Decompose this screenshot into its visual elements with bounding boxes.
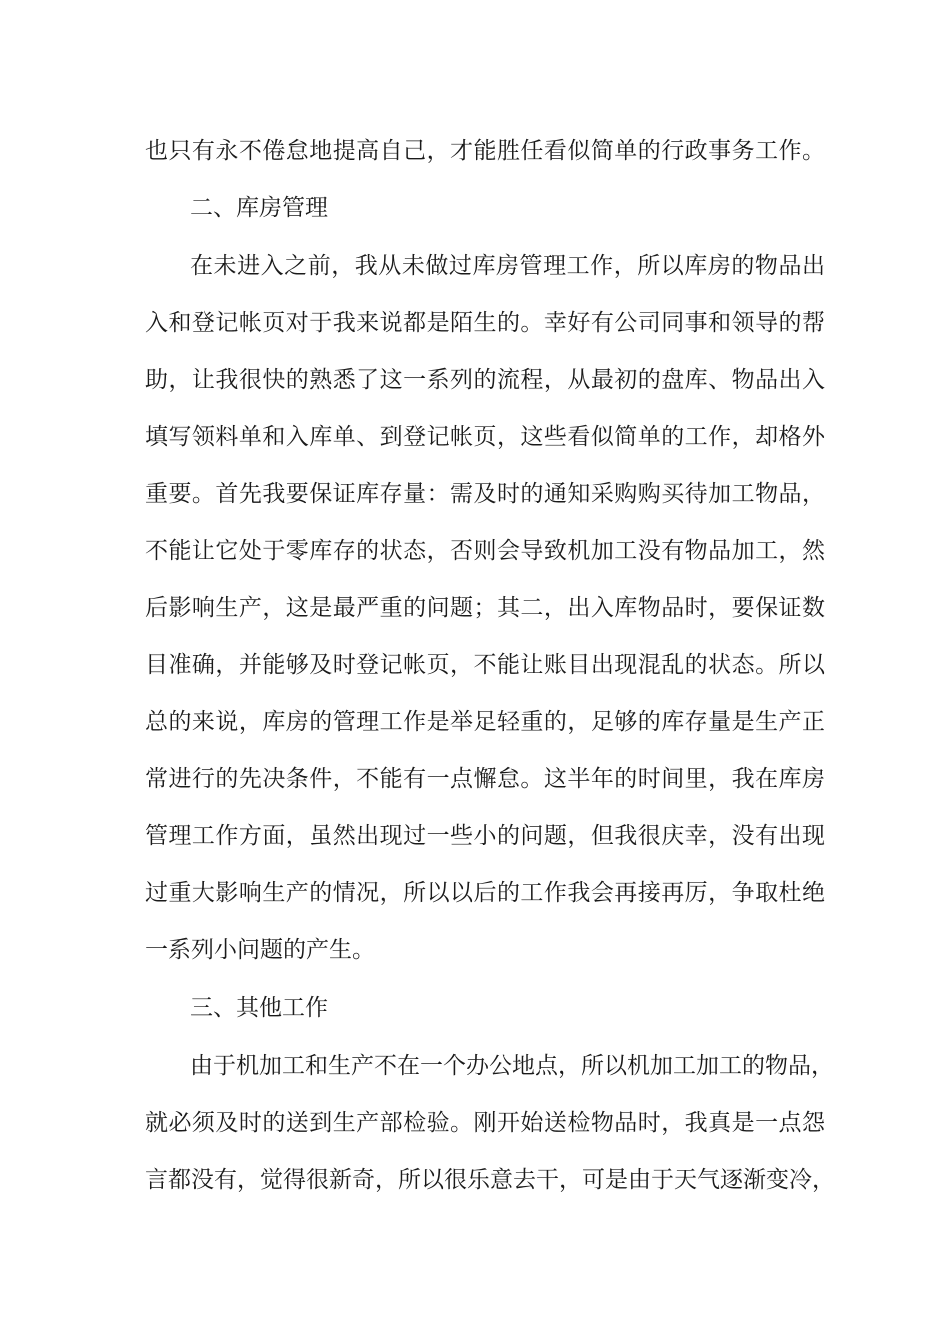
text-line: 入和登记帐页对于我来说都是陌生的。幸好有公司同事和领导的帮 (145, 310, 825, 336)
text-line: 由于机加工和生产不在一个办公地点，所以机加工加工的物品， (190, 1053, 834, 1079)
text-line: 也只有永不倦怠地提高自己，才能胜任看似简单的行政事务工作。 (145, 138, 825, 164)
text-line: 言都没有，觉得很新奇，所以很乐意去干，可是由于天气逐渐变冷， (145, 1167, 835, 1193)
text-line: 常进行的先决条件，不能有一点懈怠。这半年的时间里，我在库房 (145, 766, 825, 792)
text-line: 重要。首先我要保证库存量：需及时的通知采购购买待加工物品， (145, 481, 825, 507)
text-line: 后影响生产，这是最严重的问题；其二，出入库物品时，要保证数 (145, 595, 825, 621)
text-line: 在未进入之前，我从未做过库房管理工作，所以库房的物品出 (190, 253, 825, 279)
text-line: 目准确，并能够及时登记帐页，不能让账目出现混乱的状态。所以 (145, 652, 825, 678)
section-heading: 三、其他工作 (190, 995, 328, 1021)
text-line: 助，让我很快的熟悉了这一系列的流程，从最初的盘库、物品出入 (145, 367, 825, 393)
text-line: 管理工作方面，虽然出现过一些小的问题，但我很庆幸，没有出现 (145, 823, 825, 849)
text-line: 一系列小问题的产生。 (145, 937, 375, 963)
text-line: 过重大影响生产的情况，所以以后的工作我会再接再厉，争取杜绝 (145, 880, 825, 906)
text-line: 填写领料单和入库单、到登记帐页，这些看似简单的工作，却格外 (145, 424, 825, 450)
text-line: 就必须及时的送到生产部检验。刚开始送检物品时，我真是一点怨 (145, 1110, 825, 1136)
text-line: 总的来说，库房的管理工作是举足轻重的，足够的库存量是生产正 (145, 709, 825, 735)
section-heading: 二、库房管理 (190, 195, 328, 221)
text-line: 不能让它处于零库存的状态，否则会导致机加工没有物品加工，然 (145, 538, 825, 564)
